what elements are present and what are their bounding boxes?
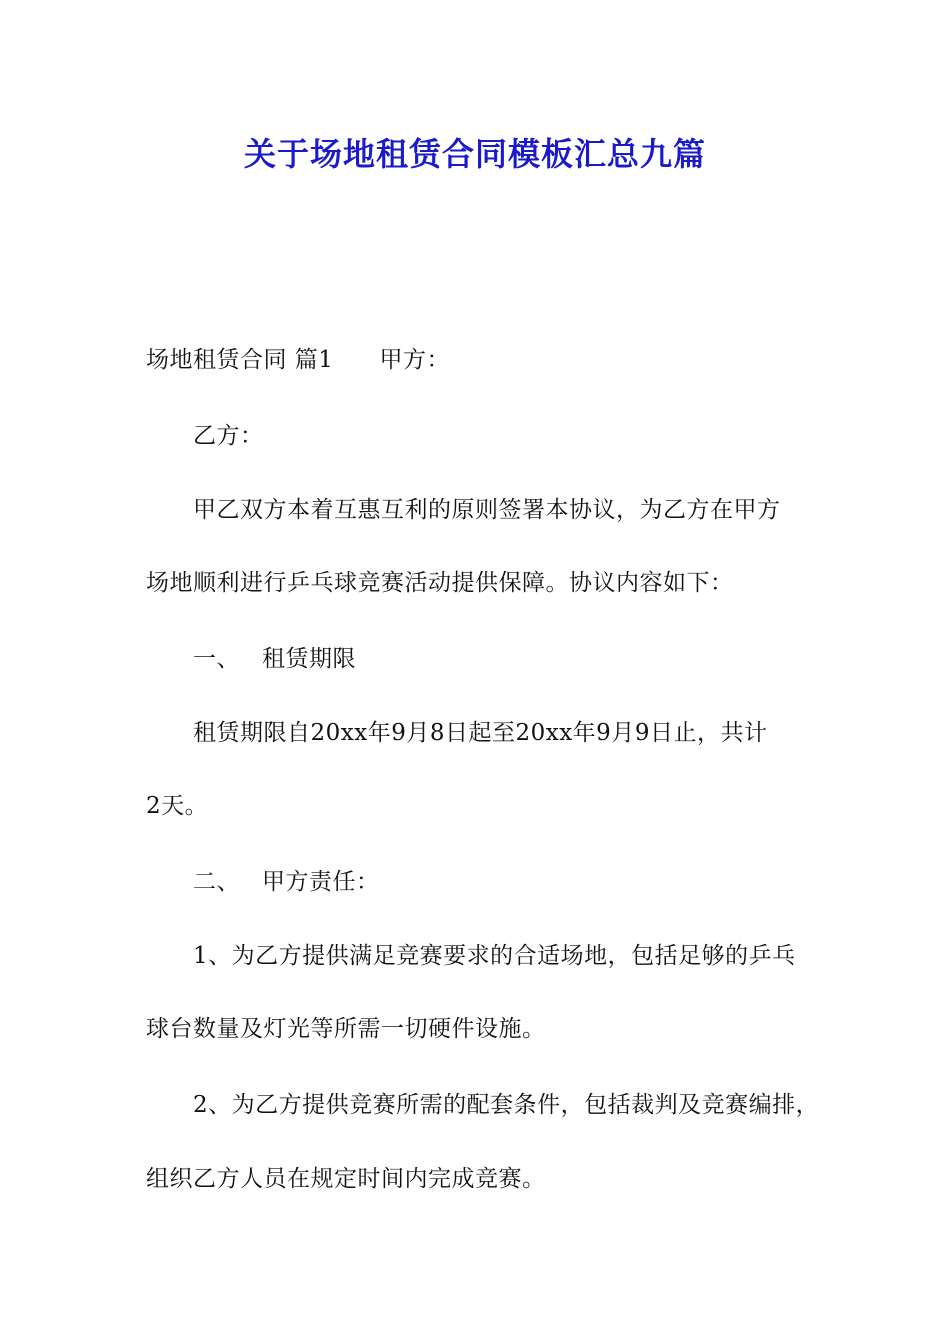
item-1-line-1: 1、为乙方提供满足竞赛要求的合适场地，包括足够的乒乓 [193,943,796,969]
heading-line [146,340,450,380]
item-2-line-2: 组织乙方人员在规定时间内完成竞赛。 [146,1166,546,1192]
item-1-line-2: 球台数量及灯光等所需一切硬件设施。 [146,1016,546,1042]
section-2-number: 二、 [193,869,240,895]
document-title: 关于场地租赁合同模板汇总九篇 [243,135,706,173]
section-1-number: 一、 [193,646,240,672]
section-2-title: 甲方责任： [262,869,380,895]
item-2-line-1: 2、为乙方提供竞赛所需的配套条件，包括裁判及竞赛编排， [193,1092,820,1118]
intro-paragraph-line-1: 甲乙双方本着互惠互利的原则签署本协议，为乙方在甲方 [193,497,781,523]
party-b-label: 乙方： [193,423,264,449]
section-1-title: 租赁期限 [262,646,356,672]
section-1-heading [193,639,356,679]
term-paragraph-line-1: 租赁期限自20xx年9月8日起至20xx年9月9日止，共计 [193,720,768,746]
intro-paragraph-line-2: 场地顺利进行乒乓球竞赛活动提供保障。协议内容如下： [146,570,734,596]
party-a-label: 甲方： [379,347,450,373]
term-paragraph-line-2: 2天。 [146,793,209,819]
article-heading: 场地租赁合同 篇1 [146,347,334,373]
section-2-heading [193,862,380,902]
